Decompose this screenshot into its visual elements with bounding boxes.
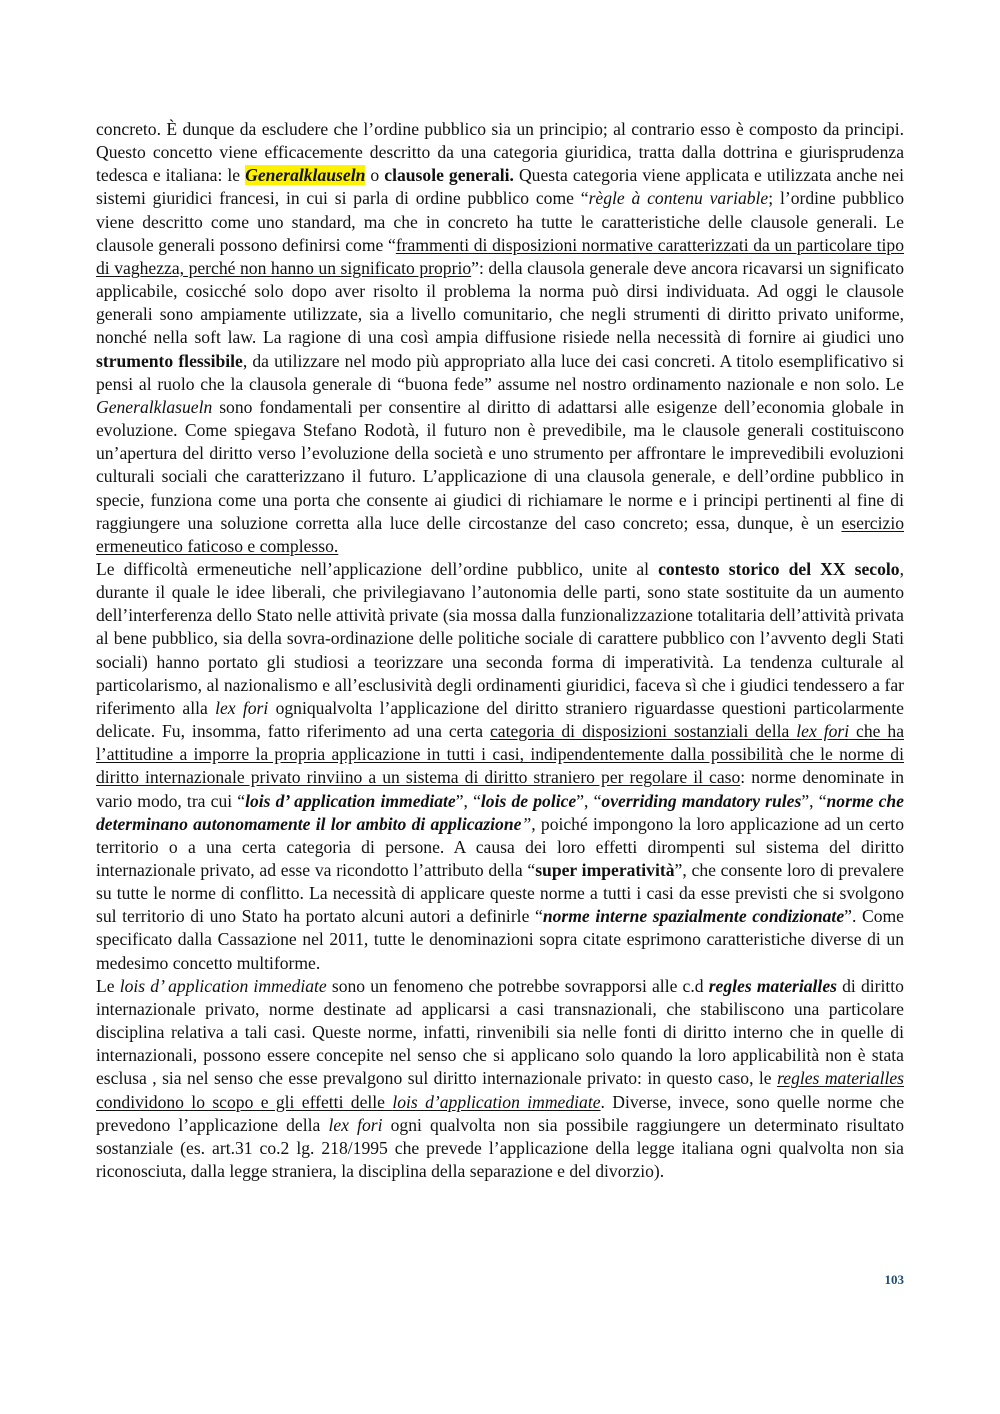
text-run: ogniqualvolta l’applicazione del diritto straniero riguardasse questioni particolarmente delicate. Fu, insomma, fatto riferimento ad una certa xyxy=(96,697,904,742)
text-run: . Diverse, invece, sono quelle norme che prevedono l’applicazione della xyxy=(96,1091,904,1135)
text-run: , da utilizzare nel modo più appropriato alla luce dei casi concreti. A titolo esemplificativo si pensi al ruolo che la clausola generale di “buona fede” assume nel nostro ordinamento nazionale e non solo. Le xyxy=(96,350,904,394)
text-run: ”. Come specificato dalla Cassazione nel 2011, tutte le denominazioni sopra citate esprimono caratteristiche diverse di un medesimo concetto multiforme. xyxy=(96,906,904,973)
text-run: lex fori xyxy=(215,697,269,718)
text-run: frammenti di disposizioni normative caratterizzati da un particolare tipo di vaghezza, perché non hanno un significato proprio xyxy=(96,234,905,278)
text-run: categoria di disposizioni sostanziali della xyxy=(489,721,797,742)
text-run: Generalklauseln xyxy=(245,165,366,186)
text-run: , durante il quale le idee liberali, che privilegiavano l’autonomia delle parti, sono state sostituite da un aumento dell’interferenza dello Stato nelle attività private (sia mossa dalla funzionalizzazione totalitaria dell’attività privata al bene pubblico, sia della sovra-ordinazione delle politiche sociale di carattere pubblico con l’avvento degli Stati sociali) hanno portato gli studiosi a teorizzare una seconda forma di imperatività. La tendenza culturale al particolarismo, al nazionalismo e all’esclusività degli ordinamenti giuridici, faceva sì che i giudici tendessero a far riferimento alla xyxy=(96,558,904,718)
text-run: regles materialles xyxy=(777,1068,905,1089)
text-run: che ha l’attitudine a imporre la propria applicazione in tutti i casi, indipendentemente dalla possibilità che le norme di diritto internazionale privato rinviino a un sistema di diritto straniero per regolare il caso xyxy=(96,721,905,788)
text-run: ”: della clausola generale deve ancora ricavarsi un significato applicabile, cosicché solo dopo aver risolto il problema la norma può dirsi individuata. Ad oggi le clausole generali sono ampiamente utilizzate, sia a livello comunitario, che negli strumenti di diritto privato uniforme, nonché nella soft law. La ragione di una così ampia diffusione risiede nella necessità di fornire ai giudici uno xyxy=(96,257,904,348)
text-run: regles materialles xyxy=(708,975,837,996)
text-run: lois d’ application immediate xyxy=(119,975,327,996)
text-run: Questa categoria viene applicata e utilizzata anche nei sistemi giuridici francesi, in cui si parla di ordine pubblico come “ xyxy=(96,165,904,209)
text-run: esercizio ermeneutico faticoso e complesso. xyxy=(96,512,904,556)
text-run: Le difficoltà ermeneutiche nell’applicazione dell’ordine pubblico, unite al xyxy=(96,558,659,579)
text-run: concreto. È dunque da escludere che l’ordine pubblico sia un principio; al contrario esso è composto da principi. Questo concetto viene efficacemente descritto da una categoria giuridica, tratta dalla dottrina e giurisprudenza tedesca e italiana: le xyxy=(96,119,904,186)
text-run: sono un fenomeno che potrebbe sovrapporsi alle c.d xyxy=(326,975,709,996)
text-run: Le xyxy=(96,975,120,996)
text-run: poiché impongono la loro applicazione ad un certo territorio o a una certa categoria di persone. A causa dei loro effetti dirompenti sul sistema del diritto internazionale privato, ad esse va ricondotto l’attributo della “ xyxy=(96,813,904,880)
paragraph-imperativity xyxy=(96,558,904,975)
text-run: ; l’ordine pubblico viene descritto come uno standard, ma che in concreto ha tutte le caratteristiche delle clausole generali. Le clausole generali possono definirsi come “ xyxy=(96,188,905,255)
text-run: ”, che consente loro di prevalere su tutte le norme di conflitto. La necessità di applicare queste norme a tutti i casi da esse previsti che si svolgono sul territorio di uno Stato ha portato alcuni autori a definirle “ xyxy=(96,860,904,927)
text-run: lois d’ application immediate xyxy=(245,790,456,811)
text-run: ”, “ xyxy=(455,790,481,811)
text-run: ”, “ xyxy=(576,790,602,811)
text-run: lois de police xyxy=(480,790,577,811)
text-run: strumento flessibile xyxy=(96,350,243,371)
text-run: di diritto internazionale privato, norme destinate ad applicarsi a casi transnazionali, che stabiliscono una particolare disciplina relativa a tali casi. Queste norme, infatti, rinvenibili sia nelle fonti di diritto interno che in quelle di internazionali, possono essere concepite nel senso che si applicano solo quando la loro applicabilità non è stata esclusa , sia nel senso che esse prevalgono sul diritto internazionale privato: in questo caso, le xyxy=(96,975,904,1089)
text-run: super imperatività xyxy=(535,860,675,880)
page-number: 103 xyxy=(884,1272,904,1287)
text-run: o xyxy=(365,165,385,186)
text-run: overriding mandatory rules xyxy=(601,790,802,811)
text-run: ”, xyxy=(521,813,541,834)
text-run: règle à contenu variable xyxy=(588,188,769,209)
text-run: ”, “ xyxy=(801,790,827,811)
text-run: contesto storico del XX secolo xyxy=(658,558,900,579)
text-run: ogni qualvolta non sia possibile raggiungere un determinato risultato sostanziale (es. art.31 co.2 lg. 218/1995 che prevede l’applicazione della legge italiana ogni qualvolta non sia riconosciuta, dalla legge straniera, la disciplina della separazione e del divorzio). xyxy=(96,1114,905,1182)
document-body xyxy=(96,118,904,1183)
text-run: condividono lo scopo e gli effetti delle xyxy=(96,1091,393,1112)
text-run: norme interne spazialmente condizionate xyxy=(542,906,845,927)
paragraph-general-clauses xyxy=(96,118,904,558)
text-run: lex fori xyxy=(796,721,850,742)
text-run: sono fondamentali per consentire al diritto di adattarsi alle esigenze dell’economia globale in evoluzione. Come spiegava Stefano Rodotà, il futuro non è prevedibile, ma le clausole generali costituiscono un’apertura del diritto verso l’evoluzione della società e uno strumento per affrontare le imprevedibili evoluzioni culturali sociali che caratterizzano il futuro. L’applicazione di una clausola generale, e dell’ordine pubblico in specie, funziona come una porta che consente ai giudici di richiamare le norme e i principi pertinenti al fine di raggiungere una soluzione corretta alla luce delle circostanze del caso concreto; essa, dunque, è un xyxy=(96,396,904,533)
text-run: lois d’application immediate xyxy=(392,1091,601,1112)
text-run: clausole generali. xyxy=(384,165,514,186)
text-run: norme che determinano autonomamente il lor ambito di applicazione xyxy=(96,790,904,834)
text-run: Generalklasueln xyxy=(96,396,213,417)
text-run: : norme denominate in vario modo, tra cui “ xyxy=(96,767,904,811)
paragraph-regles-materialles xyxy=(96,975,904,1183)
text-run: lex fori xyxy=(328,1114,383,1135)
